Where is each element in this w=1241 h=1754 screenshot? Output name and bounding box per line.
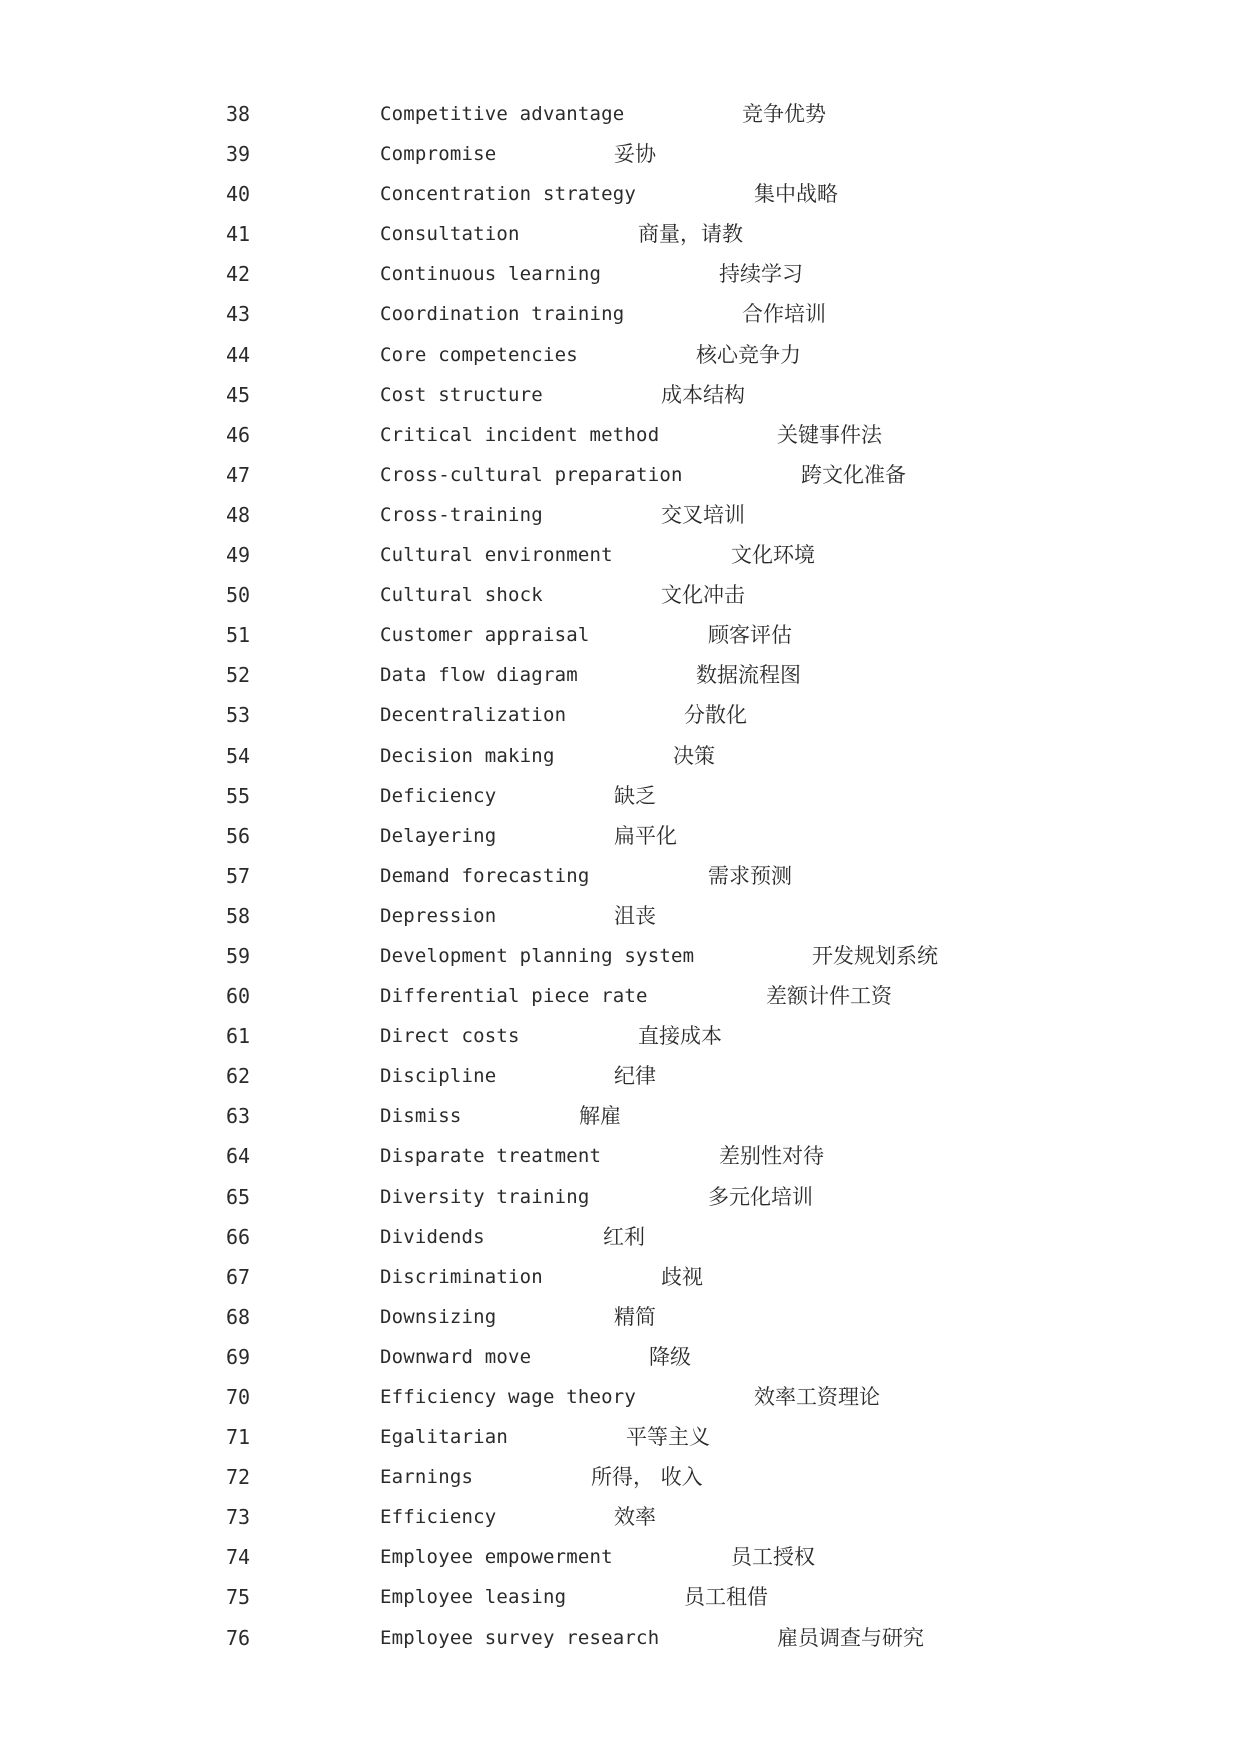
entry-number: 63	[226, 1104, 251, 1129]
english-term: Discrimination	[380, 1265, 543, 1288]
glossary-row	[226, 1021, 1126, 1061]
english-term: Cultural shock	[380, 584, 543, 607]
entry-number: 38	[226, 102, 251, 126]
glossary-row	[226, 420, 1126, 460]
chinese-translation: 文化环境	[731, 543, 815, 568]
chinese-translation: 竞争优势	[742, 102, 826, 126]
chinese-translation: 平等主义	[626, 1425, 710, 1450]
chinese-translation: 差额计件工资	[766, 984, 892, 1009]
english-term: Dividends	[380, 1225, 485, 1248]
chinese-translation: 歧视	[661, 1264, 703, 1289]
english-term: Concentration strategy	[380, 183, 637, 206]
glossary-row	[226, 1502, 1126, 1542]
chinese-translation: 员工授权	[731, 1545, 815, 1570]
glossary-row	[226, 1623, 1126, 1663]
chinese-translation: 缺乏	[614, 783, 656, 808]
chinese-translation: 关键事件法	[777, 422, 882, 447]
english-term: Direct costs	[380, 1025, 520, 1048]
chinese-translation: 多元化培训	[708, 1184, 813, 1209]
english-term: Efficiency	[380, 1506, 497, 1529]
glossary-row	[226, 861, 1126, 901]
english-term: Consultation	[380, 223, 520, 246]
english-term: Deficiency	[380, 784, 497, 807]
english-term: Decision making	[380, 744, 555, 767]
chinese-translation: 持续学习	[719, 262, 803, 287]
chinese-translation: 商量，请教	[638, 222, 743, 247]
english-term: Delayering	[380, 824, 497, 847]
english-term: Downward move	[380, 1345, 532, 1368]
english-term: Disparate treatment	[380, 1145, 602, 1168]
english-term: Efficiency wage theory	[380, 1386, 637, 1408]
english-term: Cross-training	[380, 503, 543, 526]
chinese-translation: 需求预测	[708, 863, 792, 888]
glossary-row	[226, 259, 1126, 299]
glossary-row	[226, 340, 1126, 380]
glossary-row	[226, 700, 1126, 740]
chinese-translation: 决策	[673, 743, 715, 768]
glossary-row	[226, 139, 1126, 179]
entry-number: 55	[226, 783, 251, 808]
entry-number: 46	[226, 422, 251, 447]
chinese-translation: 红利	[603, 1224, 645, 1249]
english-term: Earnings	[380, 1466, 474, 1489]
entry-number: 53	[226, 703, 251, 728]
chinese-translation: 开发规划系统	[812, 943, 938, 968]
entry-number: 54	[226, 743, 251, 768]
english-term: Discipline	[380, 1065, 497, 1088]
entry-number: 66	[226, 1224, 251, 1249]
english-term: Demand forecasting	[380, 864, 590, 887]
glossary-row	[226, 941, 1126, 981]
english-term: Decentralization	[380, 704, 567, 727]
glossary-row	[226, 741, 1126, 781]
entry-number: 47	[226, 462, 251, 487]
chinese-translation: 纪律	[614, 1064, 656, 1089]
entry-number: 64	[226, 1144, 251, 1169]
glossary-row	[226, 781, 1126, 821]
glossary-row	[226, 580, 1126, 620]
chinese-translation: 所得， 收入	[591, 1465, 703, 1490]
glossary-row	[226, 981, 1126, 1021]
english-term: Depression	[380, 904, 497, 927]
entry-number: 76	[226, 1625, 251, 1650]
english-term: Egalitarian	[380, 1426, 509, 1449]
chinese-translation: 差别性对待	[719, 1144, 824, 1169]
chinese-translation: 扁平化	[614, 823, 677, 848]
chinese-translation: 核心竞争力	[696, 342, 801, 367]
english-term: Downsizing	[380, 1305, 497, 1328]
english-term: Core competencies	[380, 343, 578, 366]
entry-number: 41	[226, 222, 251, 247]
glossary-row	[226, 1222, 1126, 1262]
glossary-row	[226, 1382, 1126, 1422]
entry-number: 40	[226, 182, 251, 207]
chinese-translation: 顾客评估	[708, 623, 792, 648]
english-term: Coordination training	[380, 303, 625, 326]
entry-number: 69	[226, 1344, 251, 1369]
chinese-translation: 直接成本	[638, 1024, 722, 1049]
glossary-row	[226, 660, 1126, 700]
entry-number: 75	[226, 1585, 251, 1610]
entry-number: 60	[226, 984, 251, 1009]
glossary-row	[226, 1462, 1126, 1502]
glossary-row	[226, 540, 1126, 580]
english-term: Data flow diagram	[380, 664, 578, 687]
entry-number: 58	[226, 903, 251, 928]
chinese-translation: 沮丧	[614, 903, 656, 928]
entry-number: 48	[226, 502, 251, 527]
entry-number: 44	[226, 342, 251, 367]
english-term: Cultural environment	[380, 544, 613, 567]
english-term: Development planning system	[380, 944, 695, 967]
glossary-row	[226, 1262, 1126, 1302]
chinese-translation: 妥协	[614, 142, 656, 167]
entry-number: 71	[226, 1425, 251, 1450]
chinese-translation: 效率工资理论	[754, 1385, 880, 1409]
entry-number: 74	[226, 1545, 251, 1570]
english-term: Cost structure	[380, 383, 543, 406]
english-term: Differential piece rate	[380, 985, 648, 1008]
entry-number: 56	[226, 823, 251, 848]
entry-number: 65	[226, 1184, 251, 1209]
chinese-translation: 员工租借	[684, 1585, 768, 1610]
glossary-row	[226, 1342, 1126, 1382]
entry-number: 61	[226, 1024, 251, 1049]
english-term: Competitive advantage	[380, 103, 625, 125]
glossary-row	[226, 1141, 1126, 1181]
entry-number: 52	[226, 663, 251, 688]
glossary-row	[226, 1302, 1126, 1342]
english-term: Employee leasing	[380, 1586, 567, 1609]
chinese-translation: 跨文化准备	[801, 462, 906, 487]
chinese-translation: 数据流程图	[696, 663, 801, 688]
glossary-row	[226, 1582, 1126, 1622]
entry-number: 42	[226, 262, 251, 287]
entry-number: 68	[226, 1304, 251, 1329]
english-term: Employee empowerment	[380, 1546, 613, 1569]
entry-number: 67	[226, 1264, 251, 1289]
entry-number: 45	[226, 382, 251, 407]
entry-number: 72	[226, 1465, 251, 1490]
english-term: Dismiss	[380, 1105, 462, 1128]
chinese-translation: 合作培训	[742, 302, 826, 327]
glossary-row	[226, 219, 1126, 259]
chinese-translation: 分散化	[684, 703, 747, 728]
chinese-translation: 成本结构	[661, 382, 745, 407]
entry-number: 62	[226, 1064, 251, 1089]
chinese-translation: 文化冲击	[661, 583, 745, 608]
glossary-row	[226, 1101, 1126, 1141]
glossary-row	[226, 299, 1126, 339]
english-term: Compromise	[380, 143, 497, 166]
glossary-row	[226, 1542, 1126, 1582]
english-term: Critical incident method	[380, 423, 660, 446]
entry-number: 51	[226, 623, 251, 648]
entry-number: 73	[226, 1505, 251, 1530]
glossary-row	[226, 821, 1126, 861]
glossary-row	[226, 179, 1126, 219]
glossary-row	[226, 1061, 1126, 1101]
glossary-row	[226, 901, 1126, 941]
english-term: Customer appraisal	[380, 624, 590, 647]
entry-number: 57	[226, 863, 251, 888]
entry-number: 39	[226, 142, 251, 167]
chinese-translation: 降级	[649, 1344, 691, 1369]
glossary-row	[226, 99, 1126, 139]
glossary-row	[226, 460, 1126, 500]
english-term: Employee survey research	[380, 1626, 660, 1649]
entry-number: 50	[226, 583, 251, 608]
entry-number: 43	[226, 302, 251, 327]
chinese-translation: 雇员调查与研究	[777, 1625, 924, 1650]
entry-number: 59	[226, 943, 251, 968]
entry-number: 70	[226, 1385, 251, 1409]
chinese-translation: 解雇	[579, 1104, 621, 1129]
english-term: Diversity training	[380, 1185, 590, 1208]
glossary-row	[226, 620, 1126, 660]
glossary-row	[226, 500, 1126, 540]
chinese-translation: 交叉培训	[661, 502, 745, 527]
chinese-translation: 集中战略	[754, 182, 838, 207]
entry-number: 49	[226, 543, 251, 568]
english-term: Continuous learning	[380, 263, 602, 286]
chinese-translation: 精简	[614, 1304, 656, 1329]
glossary-list	[226, 99, 1126, 1663]
glossary-row	[226, 1422, 1126, 1462]
glossary-row	[226, 1182, 1126, 1222]
chinese-translation: 效率	[614, 1505, 656, 1530]
english-term: Cross-cultural preparation	[380, 463, 683, 486]
glossary-row	[226, 380, 1126, 420]
